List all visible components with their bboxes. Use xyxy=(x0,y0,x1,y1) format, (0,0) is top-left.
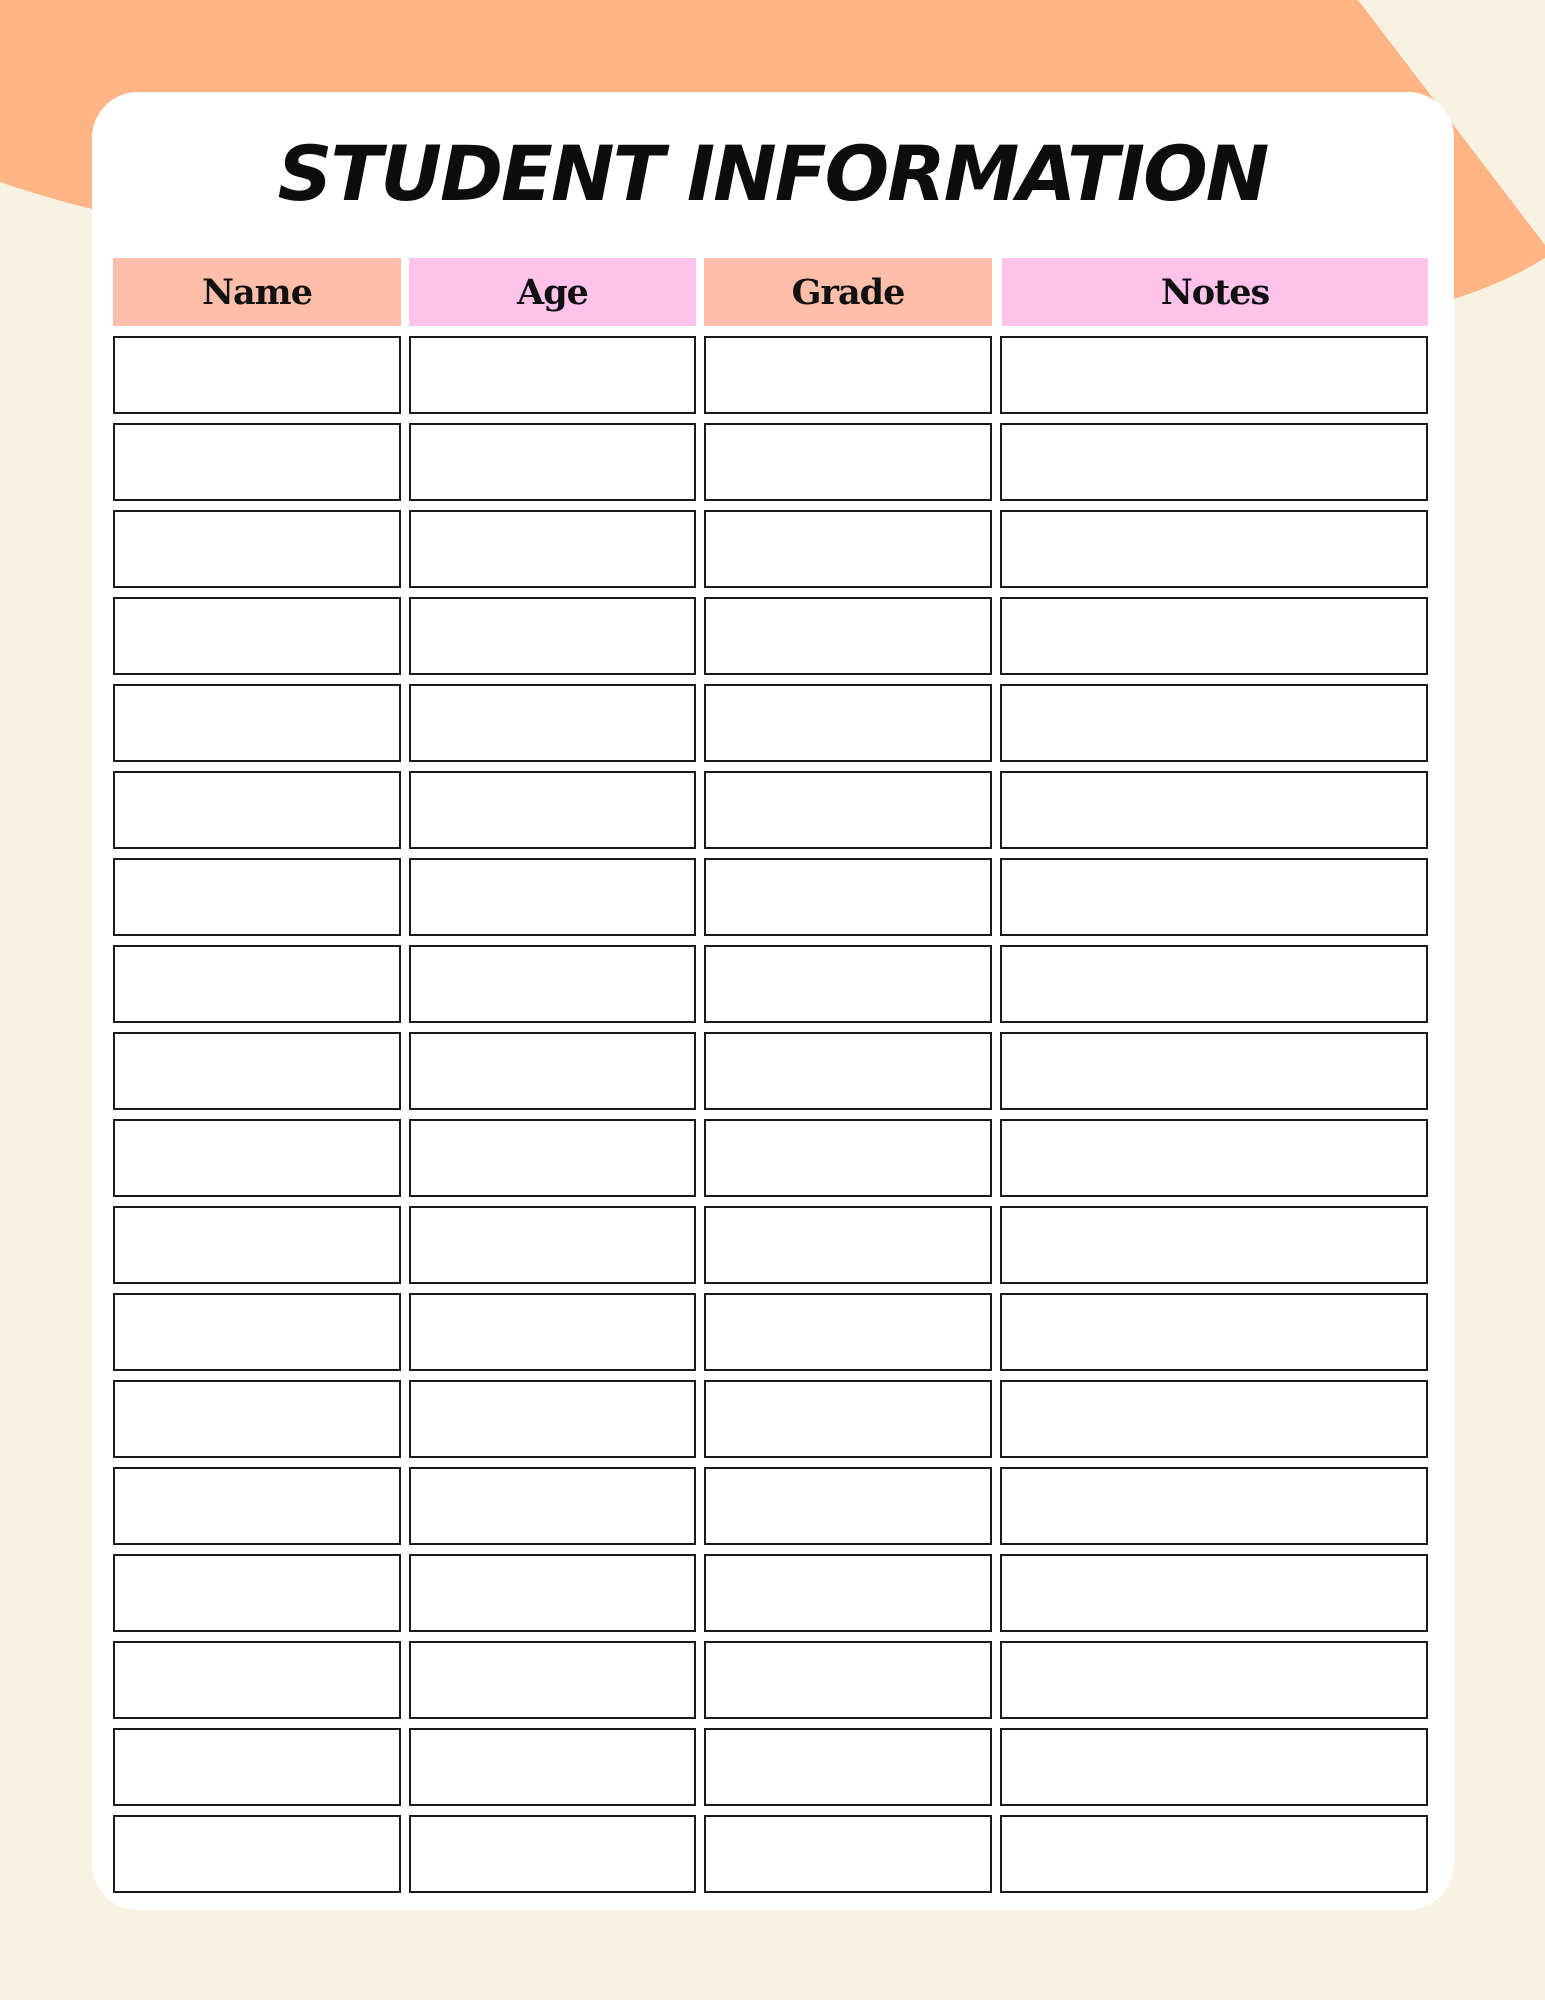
age-cell[interactable] xyxy=(409,1728,696,1806)
age-cell[interactable] xyxy=(409,1554,696,1632)
age-cell[interactable] xyxy=(409,1641,696,1719)
grade-cell[interactable] xyxy=(704,1554,992,1632)
grade-cell[interactable] xyxy=(704,945,992,1023)
age-cell[interactable] xyxy=(409,1467,696,1545)
table-row xyxy=(0,1467,1545,1545)
grade-cell[interactable] xyxy=(704,858,992,936)
table-row xyxy=(0,1554,1545,1632)
age-cell[interactable] xyxy=(409,1032,696,1110)
notes-cell[interactable] xyxy=(1000,423,1428,501)
table-row xyxy=(0,858,1545,936)
column-header-grade: Grade xyxy=(704,258,992,326)
age-cell[interactable] xyxy=(409,1380,696,1458)
name-cell[interactable] xyxy=(113,771,401,849)
grade-cell[interactable] xyxy=(704,684,992,762)
notes-cell[interactable] xyxy=(1000,336,1428,414)
age-cell[interactable] xyxy=(409,336,696,414)
name-cell[interactable] xyxy=(113,684,401,762)
name-cell[interactable] xyxy=(113,1206,401,1284)
table-row xyxy=(0,1641,1545,1719)
name-cell[interactable] xyxy=(113,1554,401,1632)
table-row xyxy=(0,1815,1545,1893)
name-cell[interactable] xyxy=(113,336,401,414)
name-cell[interactable] xyxy=(113,1467,401,1545)
age-cell[interactable] xyxy=(409,858,696,936)
grade-cell[interactable] xyxy=(704,1467,992,1545)
table-row xyxy=(0,1032,1545,1110)
table-row xyxy=(0,510,1545,588)
notes-cell[interactable] xyxy=(1000,1293,1428,1371)
notes-cell[interactable] xyxy=(1000,510,1428,588)
page-title: STUDENT INFORMATION xyxy=(277,129,1268,218)
grade-cell[interactable] xyxy=(704,336,992,414)
name-cell[interactable] xyxy=(113,423,401,501)
name-cell[interactable] xyxy=(113,1032,401,1110)
table-row xyxy=(0,1293,1545,1371)
grade-cell[interactable] xyxy=(704,1641,992,1719)
grade-cell[interactable] xyxy=(704,771,992,849)
notes-cell[interactable] xyxy=(1000,1554,1428,1632)
notes-cell[interactable] xyxy=(1000,1206,1428,1284)
grade-cell[interactable] xyxy=(704,597,992,675)
age-cell[interactable] xyxy=(409,945,696,1023)
table-row xyxy=(0,597,1545,675)
table-row xyxy=(0,1380,1545,1458)
age-cell[interactable] xyxy=(409,1293,696,1371)
name-cell[interactable] xyxy=(113,945,401,1023)
name-cell[interactable] xyxy=(113,1380,401,1458)
table-row xyxy=(0,1119,1545,1197)
column-header-age: Age xyxy=(409,258,696,326)
name-cell[interactable] xyxy=(113,510,401,588)
table-row xyxy=(0,771,1545,849)
age-cell[interactable] xyxy=(409,1119,696,1197)
table-row xyxy=(0,336,1545,414)
name-cell[interactable] xyxy=(113,597,401,675)
table-row xyxy=(0,945,1545,1023)
grade-cell[interactable] xyxy=(704,1032,992,1110)
name-cell[interactable] xyxy=(113,1641,401,1719)
grade-cell[interactable] xyxy=(704,1728,992,1806)
column-header-name: Name xyxy=(113,258,401,326)
grade-cell[interactable] xyxy=(704,1206,992,1284)
grade-cell[interactable] xyxy=(704,1293,992,1371)
name-cell[interactable] xyxy=(113,1815,401,1893)
age-cell[interactable] xyxy=(409,1206,696,1284)
name-cell[interactable] xyxy=(113,1119,401,1197)
age-cell[interactable] xyxy=(409,597,696,675)
notes-cell[interactable] xyxy=(1000,1641,1428,1719)
age-cell[interactable] xyxy=(409,1815,696,1893)
age-cell[interactable] xyxy=(409,510,696,588)
notes-cell[interactable] xyxy=(1000,597,1428,675)
notes-cell[interactable] xyxy=(1000,945,1428,1023)
table-row xyxy=(0,684,1545,762)
table-row xyxy=(0,1728,1545,1806)
grade-cell[interactable] xyxy=(704,510,992,588)
notes-cell[interactable] xyxy=(1000,858,1428,936)
grade-cell[interactable] xyxy=(704,1380,992,1458)
column-header-notes: Notes xyxy=(1002,258,1428,326)
age-cell[interactable] xyxy=(409,423,696,501)
notes-cell[interactable] xyxy=(1000,1728,1428,1806)
notes-cell[interactable] xyxy=(1000,1380,1428,1458)
notes-cell[interactable] xyxy=(1000,771,1428,849)
name-cell[interactable] xyxy=(113,1728,401,1806)
notes-cell[interactable] xyxy=(1000,1815,1428,1893)
grade-cell[interactable] xyxy=(704,1119,992,1197)
table-row xyxy=(0,1206,1545,1284)
notes-cell[interactable] xyxy=(1000,1032,1428,1110)
table-row xyxy=(0,423,1545,501)
name-cell[interactable] xyxy=(113,858,401,936)
notes-cell[interactable] xyxy=(1000,1467,1428,1545)
notes-cell[interactable] xyxy=(1000,684,1428,762)
notes-cell[interactable] xyxy=(1000,1119,1428,1197)
age-cell[interactable] xyxy=(409,771,696,849)
age-cell[interactable] xyxy=(409,684,696,762)
name-cell[interactable] xyxy=(113,1293,401,1371)
grade-cell[interactable] xyxy=(704,423,992,501)
grade-cell[interactable] xyxy=(704,1815,992,1893)
